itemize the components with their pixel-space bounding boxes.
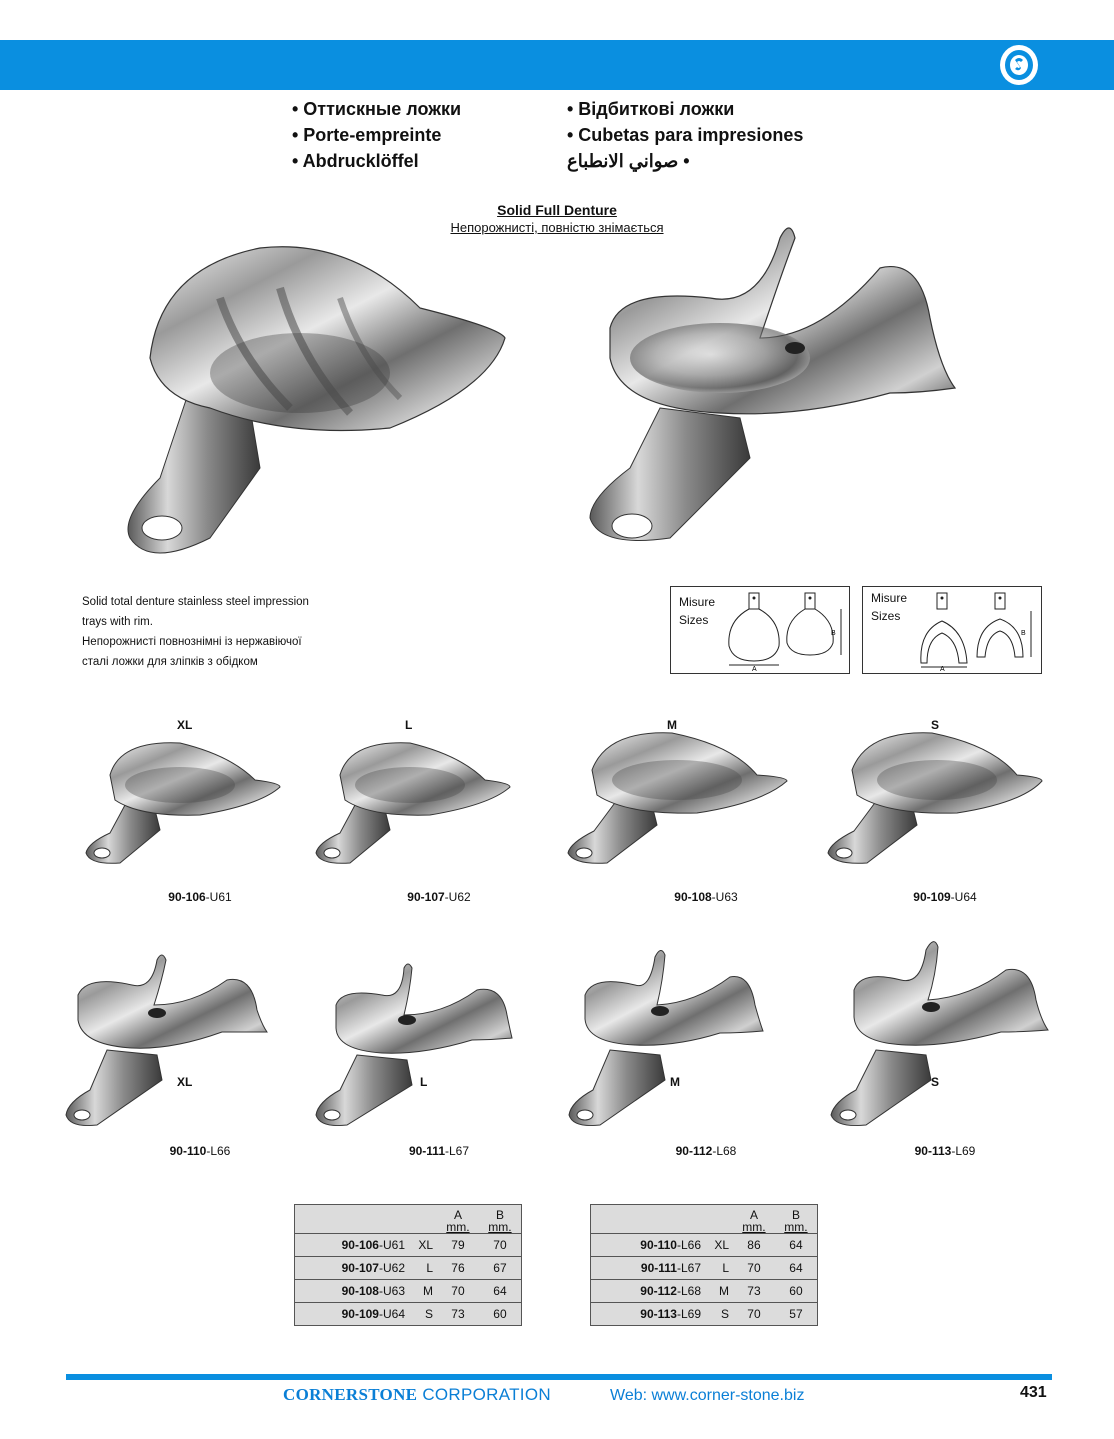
table-header-row: [591, 1205, 818, 1234]
svg-text:B: B: [831, 630, 836, 637]
lower-tray-m-image: [565, 945, 770, 1130]
size-diagram-lower: [862, 586, 1042, 674]
footer-website-link[interactable]: Web: www.corner-stone.biz: [610, 1387, 805, 1404]
tray-size-label: XL: [177, 718, 193, 732]
lower-tray-l-image: [312, 960, 522, 1130]
language-title-uk: • Відбиткові ложки: [567, 99, 735, 119]
column-a-header: A mm.: [742, 1208, 766, 1234]
product-code-90-113: 90-113-L69: [914, 1144, 976, 1158]
tray-size-label: L: [405, 718, 413, 732]
product-description: [82, 592, 309, 672]
lower-tray-xl-image: [62, 950, 272, 1130]
size-label-misure: Misure: [871, 591, 908, 605]
language-title-ar: • صواني الانطباع: [567, 151, 690, 171]
product-code-90-108: 90-108-U63: [674, 890, 738, 904]
upper-tray-xl-image: [80, 735, 285, 870]
product-code-90-106: 90-106-U61: [168, 890, 232, 904]
language-list-left: [292, 96, 461, 174]
description-line: Solid total denture stainless steel impression: [82, 596, 309, 608]
upper-tray-s-image: [822, 725, 1047, 870]
size-table-lower: [590, 1204, 818, 1326]
table-row: 90-112-L68 M 73 60: [591, 1280, 818, 1303]
header-bar: [0, 40, 1114, 90]
size-diagram-upper: [670, 586, 850, 674]
column-a-header: A mm.: [446, 1208, 470, 1234]
language-title-es: • Cubetas para impresiones: [567, 125, 804, 145]
tray-size-label: S: [931, 1075, 940, 1089]
product-code-90-107: 90-107-U62: [407, 890, 471, 904]
lower-tray-outline-icon: [915, 591, 1039, 671]
table-row: 90-107-U62 L 76 67: [295, 1257, 522, 1280]
cornerstone-logo-icon: [994, 42, 1044, 88]
column-b-header: B mm.: [784, 1208, 808, 1234]
tray-size-label: S: [931, 718, 940, 732]
size-table-upper: [294, 1204, 522, 1326]
product-code-90-111: 90-111-L67: [408, 1144, 470, 1158]
tray-size-label: L: [420, 1075, 428, 1089]
section-title: Solid Full Denture: [497, 202, 617, 218]
description-line: Непорожнисті повнознімні із нержавіючої: [82, 636, 302, 648]
page-number: 431: [1020, 1384, 1047, 1401]
language-title-de: • Abdrucklöffel: [292, 151, 419, 171]
table-row: 90-108-U63 M 70 64: [295, 1280, 522, 1303]
table-row: 90-110-L66 XL 86 64: [591, 1234, 818, 1257]
size-label-sizes: Sizes: [871, 609, 901, 623]
product-code-90-112: 90-112-L68: [675, 1144, 737, 1158]
upper-tray-outline-icon: [723, 591, 847, 671]
description-line: trays with rim.: [82, 616, 153, 628]
lower-tray-large-image: [560, 218, 960, 548]
footer-bar: [66, 1374, 1052, 1380]
table-row: 90-113-L69 S 70 57: [591, 1303, 818, 1326]
table-row: 90-109-U64 S 73 60: [295, 1303, 522, 1326]
language-title-ru: • Оттискные ложки: [292, 99, 462, 119]
table-row: 90-111-L67 L 70 64: [591, 1257, 818, 1280]
svg-text:B: B: [1021, 630, 1026, 637]
lower-tray-s-image: [826, 935, 1051, 1130]
product-code-90-109: 90-109-U64: [913, 890, 977, 904]
tray-size-label: M: [670, 1075, 680, 1089]
upper-tray-large-image: [90, 238, 510, 568]
column-b-header: B mm.: [488, 1208, 512, 1234]
product-code-90-110: 90-110-L66: [169, 1144, 231, 1158]
tray-size-label: XL: [177, 1075, 193, 1089]
description-line: сталі ложки для зліпків з обідком: [82, 656, 258, 668]
size-label-sizes: Sizes: [679, 613, 709, 627]
svg-text:A: A: [940, 666, 945, 671]
table-row: 90-106-U61 XL 79 70: [295, 1234, 522, 1257]
svg-text:A: A: [752, 666, 757, 671]
upper-tray-l-image: [310, 735, 515, 870]
table-header-row: [295, 1205, 522, 1234]
upper-tray-m-image: [562, 725, 792, 870]
language-list-right: [567, 96, 803, 174]
language-title-fr: • Porte-empreinte: [292, 125, 442, 145]
footer-corporation: CORNERSTONE CORPORATION: [283, 1385, 551, 1404]
section-subtitle: Непорожнисті, повністю знімається: [450, 220, 664, 235]
size-label-misure: Misure: [679, 595, 716, 609]
tray-size-label: M: [667, 718, 677, 732]
